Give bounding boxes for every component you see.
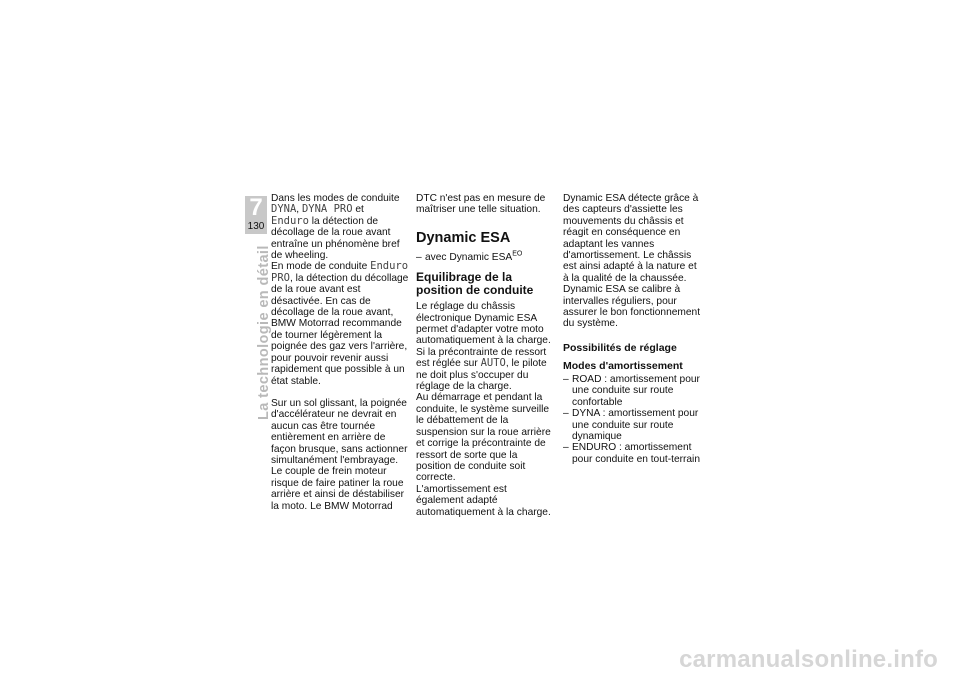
text: En mode de conduite	[271, 261, 371, 273]
footnote-marker: EO	[512, 250, 523, 258]
damping-modes-heading: Modes d'amortissement	[563, 359, 683, 372]
list-item: – DYNA : amortissement pour une conduite sur route dynamique	[563, 408, 703, 442]
text: la détection de décollage de la roue avant entraîne un phénomène bref de wheeling.	[271, 215, 400, 262]
paragraph: Dynamic ESA se calibre à intervalles réguliers, pour assurer le bon fonctionnement du système.	[563, 284, 701, 330]
text-column-2	[416, 193, 552, 518]
text: avec Dynamic ESA	[425, 251, 513, 263]
settings-heading: Possibilités de réglage	[563, 341, 677, 354]
text-column-3	[563, 193, 703, 465]
paragraph: Au démarrage et pendant la conduite, le système surveille le débattement de la suspension sur la roue arrière et corrige la précontrainte de ressort de sorte que la position de conduite soit correcte.	[416, 392, 551, 484]
text-column-1	[271, 193, 409, 512]
watermark: carmanualsonline.info	[679, 646, 938, 673]
text: Dans les modes de conduite	[271, 193, 400, 204]
subsection-heading: Equilibrage de la position de conduite	[416, 270, 534, 298]
mode-enduro-pro: Enduro PRO	[271, 260, 409, 284]
list-item: – ENDURO : amortissement pour conduite en tout-terrain	[563, 442, 703, 465]
page-number: 130	[247, 221, 265, 232]
chapter-marker	[245, 196, 267, 234]
paragraph	[416, 301, 552, 392]
mode-dyna: DYNA	[271, 203, 297, 216]
paragraph: Sur un sol glissant, la poignée d'accélérateur ne devrait en aucun cas être tournée entièrement en arrière de façon brusque, sans actionner simultanément l'embrayage. Le couple de frein moteur risque de faire patiner la roue arrière et ainsi de déstabiliser la moto. Le BMW Motorrad	[271, 397, 408, 512]
mode-enduro: Enduro	[271, 214, 309, 227]
paragraph: L'amortissement est également adapté automatiquement à la charge.	[416, 483, 551, 518]
chapter-number: 7	[249, 194, 263, 221]
paragraph	[271, 193, 409, 261]
list-item	[416, 252, 552, 263]
text: Le réglage du châssis électronique Dynamic ESA permet d'adapter votre moto automatiquement à la charge. Si la précontrainte de ressort est réglée sur	[416, 301, 551, 370]
paragraph: DTC n'est pas en mesure de maîtriser une telle situation.	[416, 193, 546, 216]
list-item: – ROAD : amortissement pour une conduite sur route confortable	[563, 374, 703, 408]
text: , le pilote ne doit plus s'occuper du réglage de la charge.	[416, 358, 547, 393]
section-heading: Dynamic ESA	[416, 229, 511, 246]
text: et	[352, 204, 364, 216]
text: ,	[296, 204, 302, 216]
text: , la détection du décollage de la roue avant est désactivée. En cas de décollage de la roue avant, BMW Motorrad recommande de tourner légèrement la poignée des gaz vers l'arrière, pour pouvoir revenir aussi rapidement que possible à un état stable.	[271, 272, 409, 387]
mode-dyna-pro: DYNA PRO	[301, 203, 353, 216]
paragraph	[271, 261, 409, 386]
chapter-side-title: La technologie en détail	[256, 245, 272, 420]
paragraph: Dynamic ESA détecte grâce à des capteurs d'assiette les mouvements du châssis et réagit en conséquence en adaptant les vannes d'amortissement. Le châssis est ainsi adapté à la nature et à la qualité de la chaussée.	[563, 193, 699, 284]
setting-auto: AUTO	[480, 357, 506, 370]
